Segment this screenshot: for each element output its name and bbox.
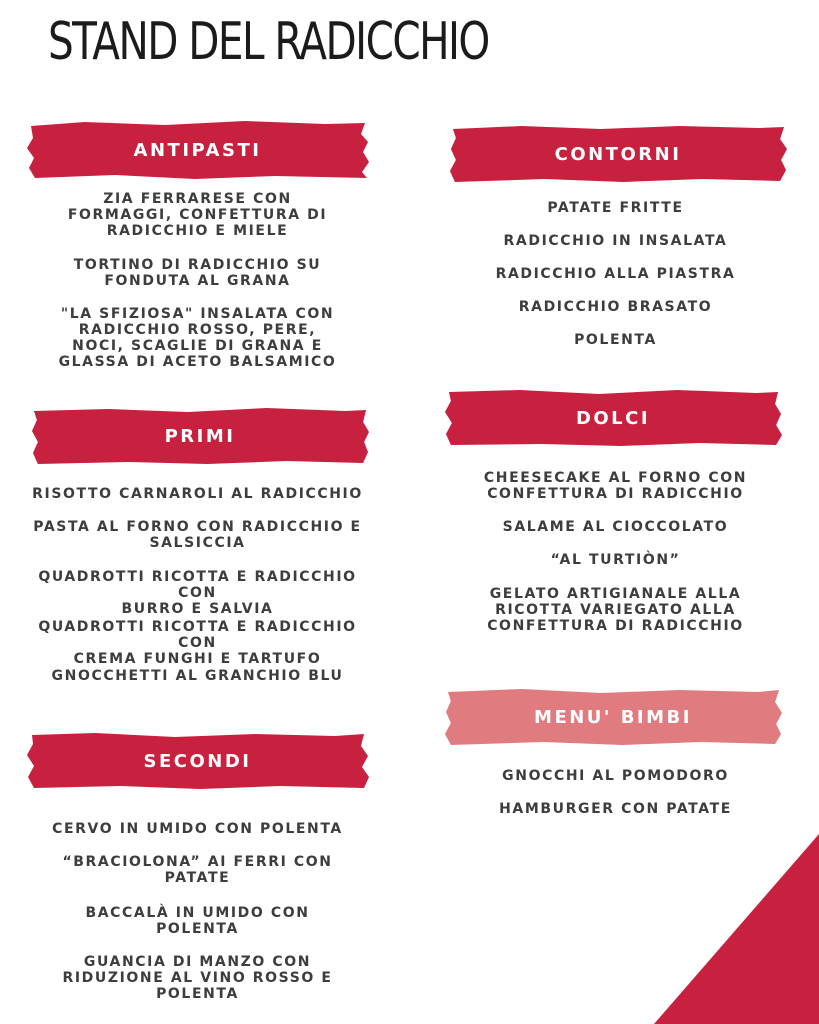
- section-title-contorni: CONTORNI: [554, 143, 682, 165]
- menu-item: PATATE FRITTE: [547, 200, 684, 216]
- menu-item: RADICCHIO ALLA PIASTRA: [495, 266, 736, 282]
- menu-item: HAMBURGER CON PATATE: [499, 801, 732, 817]
- menu-item: QUADROTTI RICOTTA E RADICCHIO CON CREMA FUNGHI E TARTUFO: [38, 619, 357, 667]
- banner-menu-bimbi: [443, 687, 783, 747]
- menu-item: “AL TURTIÒN”: [550, 552, 681, 568]
- menu-item: GNOCCHETTI AL GRANCHIO BLU: [51, 668, 344, 684]
- section-title-antipasti: ANTIPASTI: [133, 139, 262, 161]
- menu-item: GELATO ARTIGIANALE ALLA RICOTTA VARIEGATO ALLA CONFETTURA DI RADICCHIO: [487, 586, 744, 634]
- menu-item: QUADROTTI RICOTTA E RADICCHIO CON BURRO E SALVIA: [38, 569, 357, 617]
- column-left: [25, 0, 370, 1024]
- section-title-secondi: SECONDI: [143, 750, 252, 772]
- menu-item: TORTINO DI RADICCHIO SU FONDUTA AL GRANA: [73, 257, 322, 289]
- menu-item: RISOTTO CARNAROLI AL RADICCHIO: [32, 486, 363, 502]
- menu-item: "LA SFIZIOSA" INSALATA CON RADICCHIO ROSSO, PERE, NOCI, SCAGLIE DI GRANA E GLASSA DI ACETO BALSAMICO: [58, 306, 337, 370]
- banner-contorni: [448, 124, 788, 184]
- menu-item: POLENTA: [574, 332, 657, 348]
- menu-item: SALAME AL CIOCCOLATO: [502, 519, 729, 535]
- section-title-dolci: DOLCI: [575, 407, 651, 429]
- corner-triangle: [654, 834, 819, 1024]
- menu-item: RADICCHIO BRASATO: [518, 299, 713, 315]
- banner-secondi: [25, 731, 370, 791]
- banner-antipasti: [25, 120, 370, 180]
- menu-item: RADICCHIO IN INSALATA: [503, 233, 728, 249]
- menu-item: “BRACIOLONA” AI FERRI CON PATATE: [62, 854, 333, 886]
- page-title: STAND DEL RADICCHIO: [48, 12, 489, 72]
- banner-dolci: [443, 388, 783, 448]
- menu-item: CHEESECAKE AL FORNO CON CONFETTURA DI RADICCHIO: [483, 470, 748, 502]
- section-title-menu-bimbi: MENU' BIMBI: [534, 706, 692, 728]
- menu-item: CERVO IN UMIDO CON POLENTA: [52, 821, 343, 837]
- menu-item: PASTA AL FORNO CON RADICCHIO E SALSICCIA: [33, 519, 362, 551]
- menu-item: GUANCIA DI MANZO CON RIDUZIONE AL VINO ROSSO E POLENTA: [62, 954, 333, 1002]
- menu-item: GNOCCHI AL POMODORO: [502, 768, 729, 784]
- menu-item: ZIA FERRARESE CON FORMAGGI, CONFETTURA DI RADICCHIO E MIELE: [67, 191, 328, 239]
- banner-primi: [30, 406, 370, 466]
- menu-item: BACCALÀ IN UMIDO CON POLENTA: [85, 905, 310, 937]
- section-title-primi: PRIMI: [164, 425, 236, 447]
